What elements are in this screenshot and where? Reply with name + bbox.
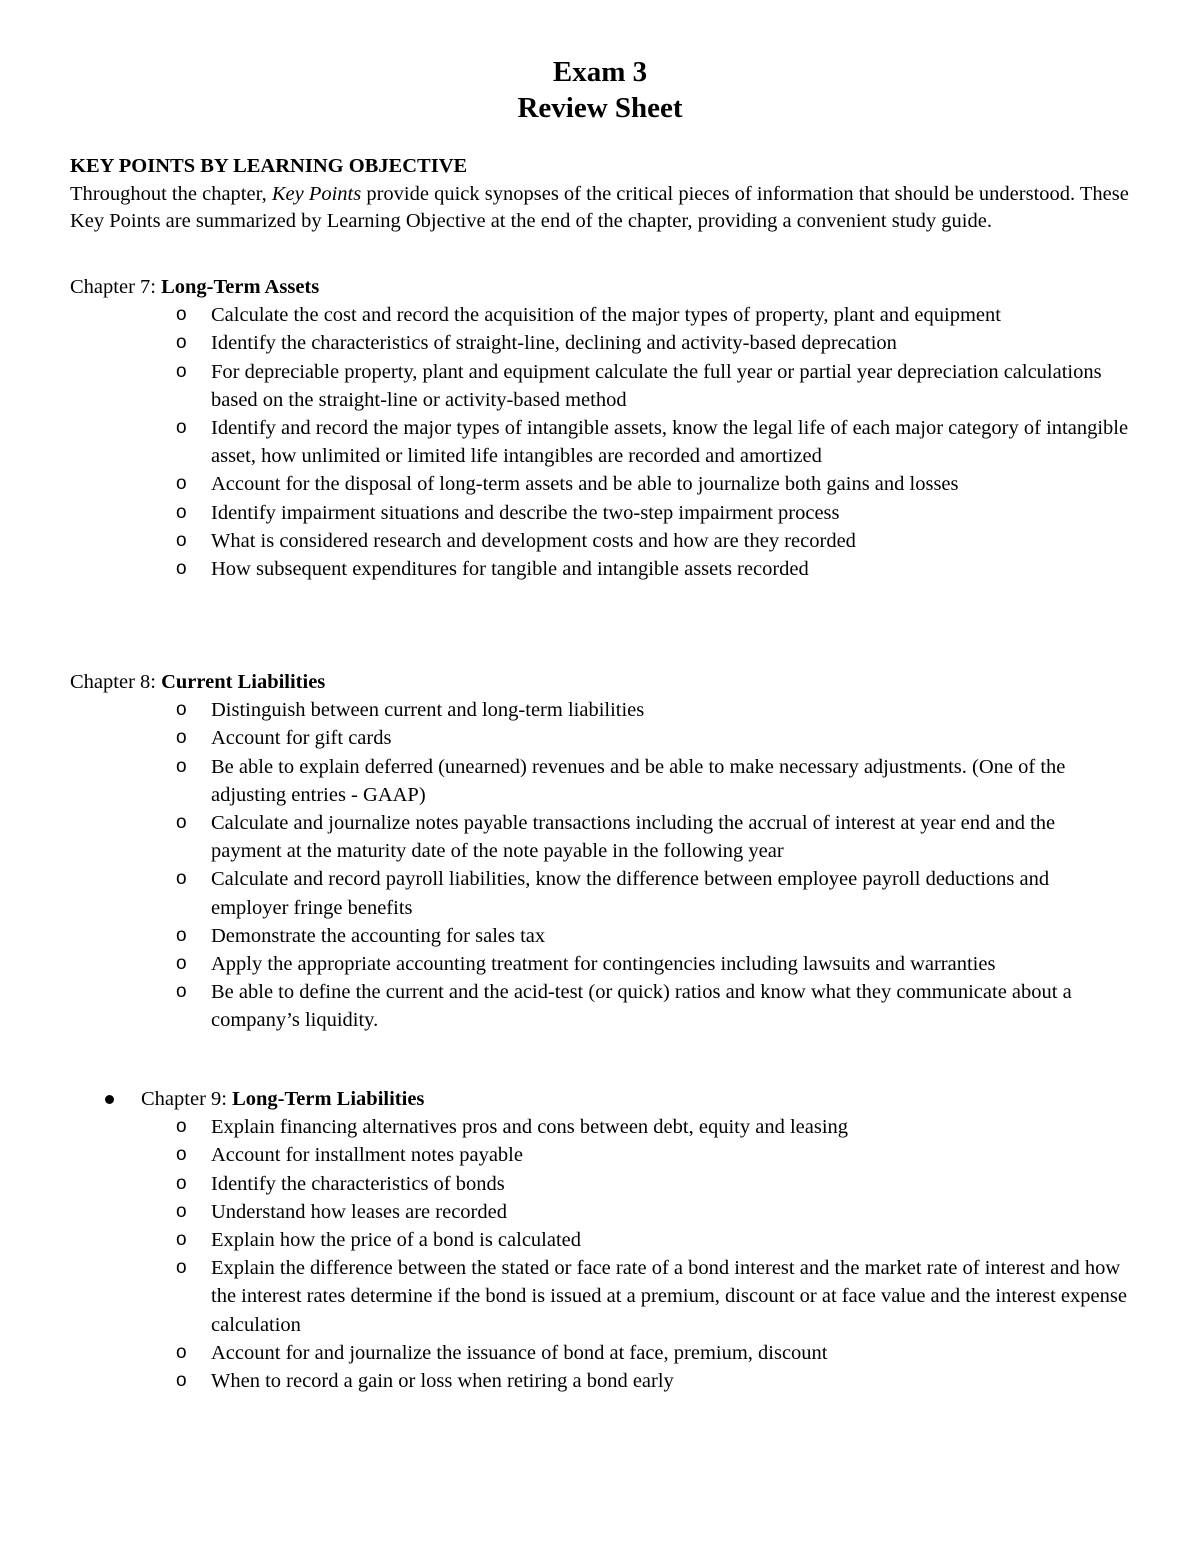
intro-section	[70, 153, 1130, 236]
document-title: Exam 3	[552, 56, 648, 88]
list-item	[141, 1113, 1130, 1141]
list-item	[70, 922, 1130, 950]
list-item-text: Apply the appropriate accounting treatment for contingencies including lawsuits and warranties	[211, 953, 996, 976]
circle-bullet-icon: o	[176, 304, 187, 326]
filled-bullet-icon	[105, 1095, 114, 1104]
list-item	[70, 414, 1130, 470]
list-item	[70, 358, 1130, 414]
list-item-text: Account for the disposal of long-term assets and be able to journalize both gains and losses	[211, 473, 959, 496]
circle-bullet-icon: o	[176, 501, 187, 523]
list-item	[70, 470, 1130, 498]
list-item-text: Explain how the price of a bond is calculated	[211, 1229, 582, 1252]
list-item	[141, 1367, 1130, 1395]
list-item	[70, 555, 1130, 583]
list-item-text: Be able to explain deferred (unearned) revenues and be able to make necessary adjustments. (One of the adjusting entries - GAAP)	[211, 755, 1066, 806]
list-item-text: Identify the characteristics of straight-line, declining and activity-based deprecation	[211, 332, 897, 355]
list-item-text: Identify impairment situations and describe the two-step impairment process	[211, 501, 840, 524]
list-item	[141, 1170, 1130, 1198]
circle-bullet-icon: o	[176, 868, 187, 890]
list-item-text: Explain the difference between the stated or face rate of a bond interest and the market rate of interest and how the interest rates determine if the bond is issued at a premium, discount or at face value and the interest expense calculation	[211, 1257, 1127, 1336]
list-item-text: Calculate the cost and record the acquisition of the major types of property, plant and equipment	[211, 304, 1001, 327]
circle-bullet-icon: o	[176, 812, 187, 834]
circle-bullet-icon: o	[176, 1229, 187, 1251]
circle-bullet-icon: o	[176, 924, 187, 946]
list-item	[70, 329, 1130, 357]
chapter-9-prefix: Chapter 9:	[141, 1088, 233, 1110]
circle-bullet-icon: o	[176, 699, 187, 721]
list-item	[70, 696, 1130, 724]
list-item-text: Be able to define the current and the acid-test (or quick) ratios and know what they communicate about a company’s liquidity.	[211, 981, 1072, 1032]
list-item-text: Account for gift cards	[211, 727, 392, 750]
list-item-text: For depreciable property, plant and equipment calculate the full year or partial year depreciation calculations based on the straight-line or activity-based method	[211, 360, 1102, 411]
circle-bullet-icon: o	[176, 1370, 187, 1392]
list-item	[70, 865, 1130, 921]
list-item-text: Distinguish between current and long-term liabilities	[211, 699, 645, 722]
chapter-8-section	[70, 668, 1130, 1035]
list-item-text: How subsequent expenditures for tangible and intangible assets recorded	[211, 558, 809, 581]
list-item-text: Calculate and record payroll liabilities, know the difference between employee payroll deductions and employer fringe benefits	[211, 868, 1050, 919]
circle-bullet-icon: o	[176, 1257, 187, 1279]
circle-bullet-icon: o	[176, 558, 187, 580]
list-item-text: When to record a gain or loss when retiring a bond early	[211, 1370, 674, 1393]
list-item	[141, 1226, 1130, 1254]
circle-bullet-icon: o	[176, 360, 187, 382]
list-item	[70, 950, 1130, 978]
list-item-text: Identify and record the major types of intangible assets, know the legal life of each major category of intangible asset, how unlimited or limited life intangibles are recorded and amortized	[211, 417, 1129, 468]
circle-bullet-icon: o	[176, 1116, 187, 1138]
intro-paragraph	[70, 181, 1130, 236]
chapter-7-objectives	[70, 301, 1130, 583]
chapter-9-heading	[141, 1085, 1130, 1113]
list-item	[70, 724, 1130, 752]
circle-bullet-icon: o	[176, 1144, 187, 1166]
list-item	[70, 753, 1130, 809]
chapter-8-heading	[70, 668, 1130, 696]
list-item	[70, 809, 1130, 865]
circle-bullet-icon: o	[176, 953, 187, 975]
list-item-text: What is considered research and development costs and how are they recorded	[211, 529, 856, 552]
circle-bullet-icon: o	[176, 755, 187, 777]
chapter-7-prefix: Chapter 7:	[70, 276, 162, 298]
circle-bullet-icon: o	[176, 529, 187, 551]
circle-bullet-icon: o	[176, 981, 187, 1003]
chapter-7-heading	[70, 273, 1130, 301]
list-item	[70, 527, 1130, 555]
chapter-9-objectives	[141, 1113, 1130, 1395]
list-item-text: Explain financing alternatives pros and cons between debt, equity and leasing	[211, 1116, 849, 1139]
chapter-9-title: Long-Term Liabilities	[232, 1088, 425, 1110]
circle-bullet-icon: o	[176, 1200, 187, 1222]
list-item-text: Account for and journalize the issuance of bond at face, premium, discount	[211, 1341, 828, 1364]
chapter-7-section	[70, 273, 1130, 583]
list-item	[141, 1141, 1130, 1169]
circle-bullet-icon: o	[176, 332, 187, 354]
intro-text-after: provide quick synopses of the critical pieces of information that should be understood. These Key Points are summarized by Learning Objective at the end of the chapter, providing a convenient study guide.	[70, 182, 1129, 232]
list-item-text: Understand how leases are recorded	[211, 1200, 507, 1223]
circle-bullet-icon: o	[176, 1341, 187, 1363]
chapter-8-title: Current Liabilities	[161, 671, 326, 693]
intro-text-italic: Key Points	[271, 182, 362, 205]
intro-text-before: Throughout the chapter,	[70, 182, 272, 205]
chapter-8-prefix: Chapter 8:	[70, 671, 162, 693]
chapter-7-title: Long-Term Assets	[161, 276, 320, 298]
list-item	[70, 499, 1130, 527]
list-item	[70, 301, 1130, 329]
intro-heading: KEY POINTS BY LEARNING OBJECTIVE	[70, 155, 468, 177]
circle-bullet-icon: o	[176, 473, 187, 495]
list-item-text: Identify the characteristics of bonds	[211, 1172, 505, 1195]
chapter-8-objectives	[70, 696, 1130, 1034]
list-item-text: Calculate and journalize notes payable transactions including the accrual of interest at year end and the payment at the maturity date of the note payable in the following year	[211, 812, 1056, 863]
list-item	[141, 1254, 1130, 1339]
circle-bullet-icon: o	[176, 417, 187, 439]
circle-bullet-icon: o	[176, 1172, 187, 1194]
circle-bullet-icon: o	[176, 727, 187, 749]
list-item	[70, 978, 1130, 1034]
list-item	[141, 1198, 1130, 1226]
chapter-9-section	[141, 1085, 1130, 1395]
list-item	[141, 1339, 1130, 1367]
list-item-text: Account for installment notes payable	[211, 1144, 523, 1167]
document-subtitle: Review Sheet	[517, 92, 683, 124]
list-item-text: Demonstrate the accounting for sales tax	[211, 924, 546, 947]
